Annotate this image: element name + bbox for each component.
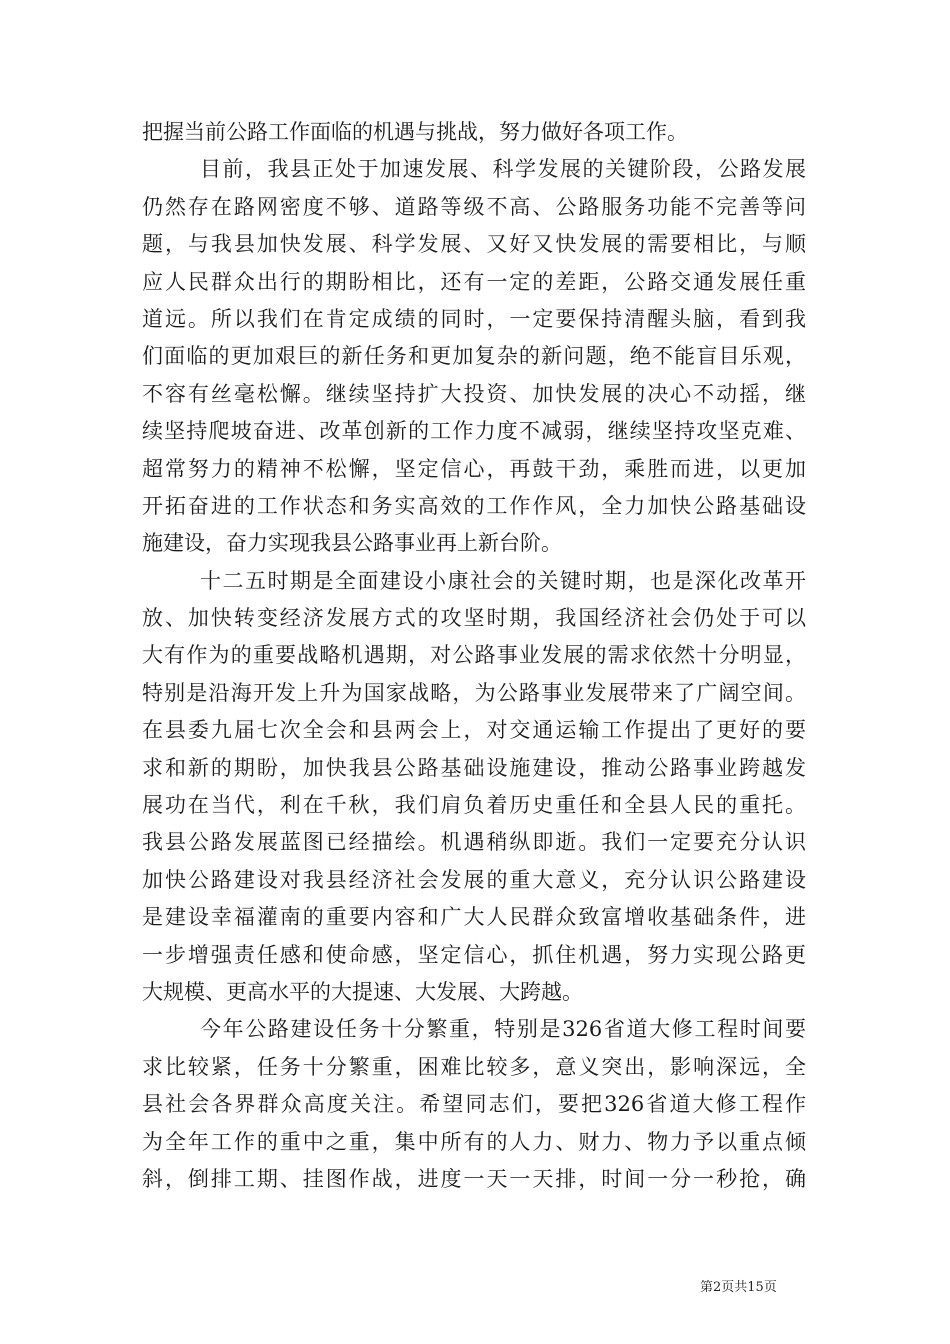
- paragraph-first-line: 今年公路建设任务十分繁重，特别是326省道大修工程时间要: [200, 1017, 806, 1042]
- text-line: 大有作为的重要战略机遇期，对公路事业发展的需求依然十分明显，: [142, 643, 806, 668]
- text-line: 题，与我县加快发展、科学发展、又好又快发展的需要相比，与顺: [142, 232, 806, 257]
- text-line: 展功在当代，利在千秋，我们肩负着历史重任和全县人民的重托。: [142, 793, 806, 818]
- text-line: 们面临的更加艰巨的新任务和更加复杂的新问题，绝不能盲目乐观，: [142, 344, 806, 369]
- text-line: 放、加快转变经济发展方式的攻坚时期，我国经济社会仍处于可以: [142, 606, 806, 631]
- text-line: 为全年工作的重中之重，集中所有的人力、财力、物力予以重点倾: [142, 1129, 806, 1154]
- text-line: 在县委九届七次全会和县两会上，对交通运输工作提出了更好的要: [142, 718, 806, 743]
- text-line: 求和新的期盼，加快我县公路基础设施建设，推动公路事业跨越发: [142, 755, 806, 780]
- text-line: 超常努力的精神不松懈，坚定信心，再鼓干劲，乘胜而进，以更加: [142, 456, 806, 481]
- text-line: 应人民群众出行的期盼相比，还有一定的差距，公路交通发展任重: [142, 269, 806, 294]
- text-line: 续坚持爬坡奋进、改革创新的工作力度不减弱，继续坚持攻坚克难、: [142, 419, 806, 444]
- text-line: 把握当前公路工作面临的机遇与挑战，努力做好各项工作。: [142, 120, 688, 144]
- text-line: 特别是沿海开发上升为国家战略，为公路事业发展带来了广阔空间。: [142, 680, 806, 705]
- text-line: 不容有丝毫松懈。继续坚持扩大投资、加快发展的决心不动摇，继: [142, 381, 806, 406]
- text-line: 道远。所以我们在肯定成绩的同时，一定要保持清醒头脑，看到我: [142, 306, 806, 331]
- text-line: 大规模、更高水平的大提速、大发展、大跨越。: [142, 979, 583, 1004]
- text-line: 斜，倒排工期、挂图作战，进度一天一天排，时间一分一秒抢，确: [142, 1166, 806, 1191]
- text-line: 求比较紧，任务十分繁重，困难比较多，意义突出，影响深远，全: [142, 1054, 806, 1079]
- text-line: 开拓奋进的工作状态和务实高效的工作作风，全力加快公路基础设: [142, 493, 806, 518]
- body-text: [142, 114, 806, 1198]
- text-line: 仍然存在路网密度不够、道路等级不高、公路服务功能不完善等问: [142, 194, 806, 219]
- paragraph-first-line: 十二五时期是全面建设小康社会的关键时期，也是深化改革开: [200, 568, 806, 593]
- page-number: 第2页共15页: [700, 1280, 777, 1295]
- text-line: 加快公路建设对我县经济社会发展的重大意义，充分认识公路建设: [142, 867, 806, 892]
- paragraph-first-line: 目前，我县正处于加速发展、科学发展的关键阶段，公路发展: [200, 157, 806, 182]
- text-line: 施建设，奋力实现我县公路事业再上新台阶。: [142, 531, 562, 556]
- text-line: 是建设幸福灌南的重要内容和广大人民群众致富增收基础条件，进: [142, 905, 806, 930]
- text-line: 县社会各界群众高度关注。希望同志们，要把326省道大修工程作: [142, 1092, 806, 1117]
- text-line: 我县公路发展蓝图已经描绘。机遇稍纵即逝。我们一定要充分认识: [142, 830, 806, 855]
- text-line: 一步增强责任感和使命感，坚定信心，抓住机遇，努力实现公路更: [142, 942, 806, 967]
